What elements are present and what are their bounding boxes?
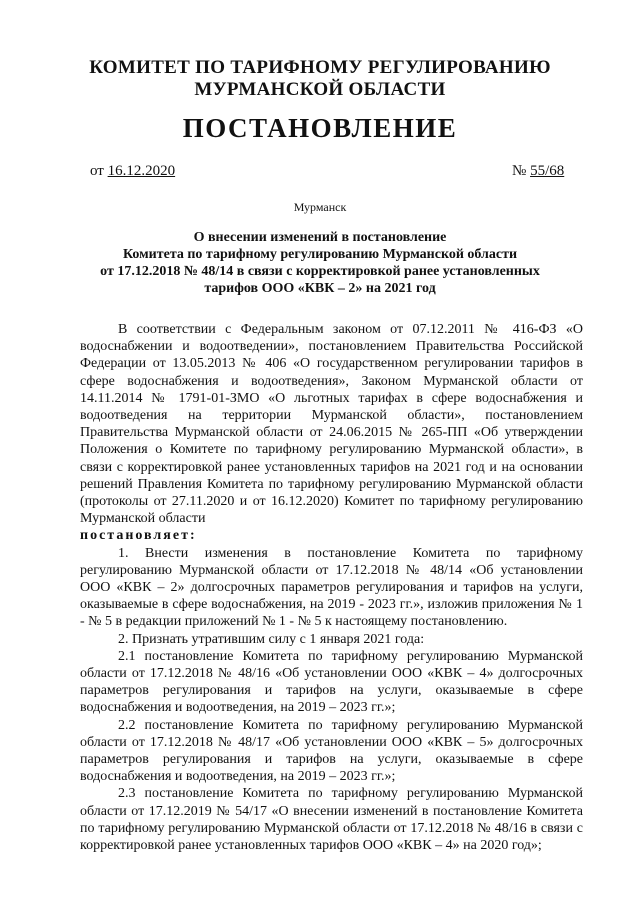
subject-line: О внесении изменений в постановление <box>193 230 447 245</box>
document-body <box>80 321 583 854</box>
document-type-title: ПОСТАНОВЛЕНИЕ <box>182 113 458 143</box>
document-subject <box>60 229 580 297</box>
date-value: 16.12.2020 <box>107 163 176 179</box>
item-2-paragraph: 2. Признать утратившим силу с 1 января 2021 года: <box>118 631 425 647</box>
item-2-1-paragraph: 2.1 постановление Комитета по тарифному регулированию Мурманской области от 17.12.2018 № 48/16 «Об установлении ООО «КВК – 4» долгосрочных параметров регулирования и тарифов на услуги, оказываемые в сфере водоснабжения и водоотведения, на 2019 – 2023 гг.»; <box>80 648 583 716</box>
subject-line: тарифов ООО «КВК – 2» на 2021 год <box>204 281 436 296</box>
number-value: 55/68 <box>530 163 565 179</box>
organization-name-line2: МУРМАНСКОЙ ОБЛАСТИ <box>194 79 446 100</box>
resolves-word: постановляет: <box>80 528 197 544</box>
document-number <box>512 163 564 180</box>
subject-line: от 17.12.2018 № 48/14 в связи с корректировкой ранее установленных <box>100 264 540 279</box>
date-prefix: от <box>90 163 104 179</box>
number-prefix: № <box>512 163 527 179</box>
item-2-2-paragraph: 2.2 постановление Комитета по тарифному регулированию Мурманской области от 17.12.2018 № 48/17 «Об установлении ООО «КВК – 5» долгосрочных параметров регулирования и тарифов на услуги, оказываемые в сфере водоснабжения и водоотведения, на 2019 – 2023 гг.»; <box>80 717 583 785</box>
subject-line: Комитета по тарифному регулированию Мурманской области <box>122 247 518 262</box>
item-2-3-paragraph: 2.3 постановление Комитета по тарифному регулированию Мурманской области от 17.12.2019 № 54/17 «О внесении изменений в постановление Комитета по тарифному регулированию Мурманской области от 17.12.2018 № 48/16 в связи с корректировкой ранее установленных тарифов ООО «КВК – 4» на 2020 год»; <box>80 786 583 854</box>
city-name: Мурманск <box>293 200 347 214</box>
item-1-paragraph: 1. Внести изменения в постановление Комитета по тарифному регулированию Мурманской области от 17.12.2018 № 48/14 «Об установлении ООО «КВК – 2» долгосрочных параметров регулирования и тарифов на услуги, оказываемые в сфере водоснабжения, на 2019 - 2023 гг.», изложив приложения № 1 - № 5 в редакции приложений № 1 - № 5 к настоящему постановлению. <box>80 545 583 630</box>
preamble-paragraph: В соответствии с Федеральным законом от 07.12.2011 № 416-ФЗ «О водоснабжении и водоотведении», постановлением Правительства Российской Федерации от 13.05.2013 № 406 «О государственном регулировании тарифов в сфере водоснабжения и водоотведения», Законом Мурманской области от 14.11.2014 № 1791-01-ЗМО «О льготных тарифах в сфере водоснабжения и водоотведения на территории Мурманской области», постановлением Правительства Мурманской области от 24.06.2015 № 265-ПП «Об утверждении Положения о Комитете по тарифному регулированию Мурманской области», в связи с корректировкой ранее установленных тарифов на 2021 год и на основании решений Правления Комитета по тарифному регулированию Мурманской области (протоколы от 27.11.2020 и от 16.12.2020) Комитет по тарифному регулированию Мурманской области <box>80 322 583 527</box>
document-date <box>90 163 175 180</box>
organization-name-line1: КОМИТЕТ ПО ТАРИФНОМУ РЕГУЛИРОВАНИЮ <box>89 57 551 78</box>
